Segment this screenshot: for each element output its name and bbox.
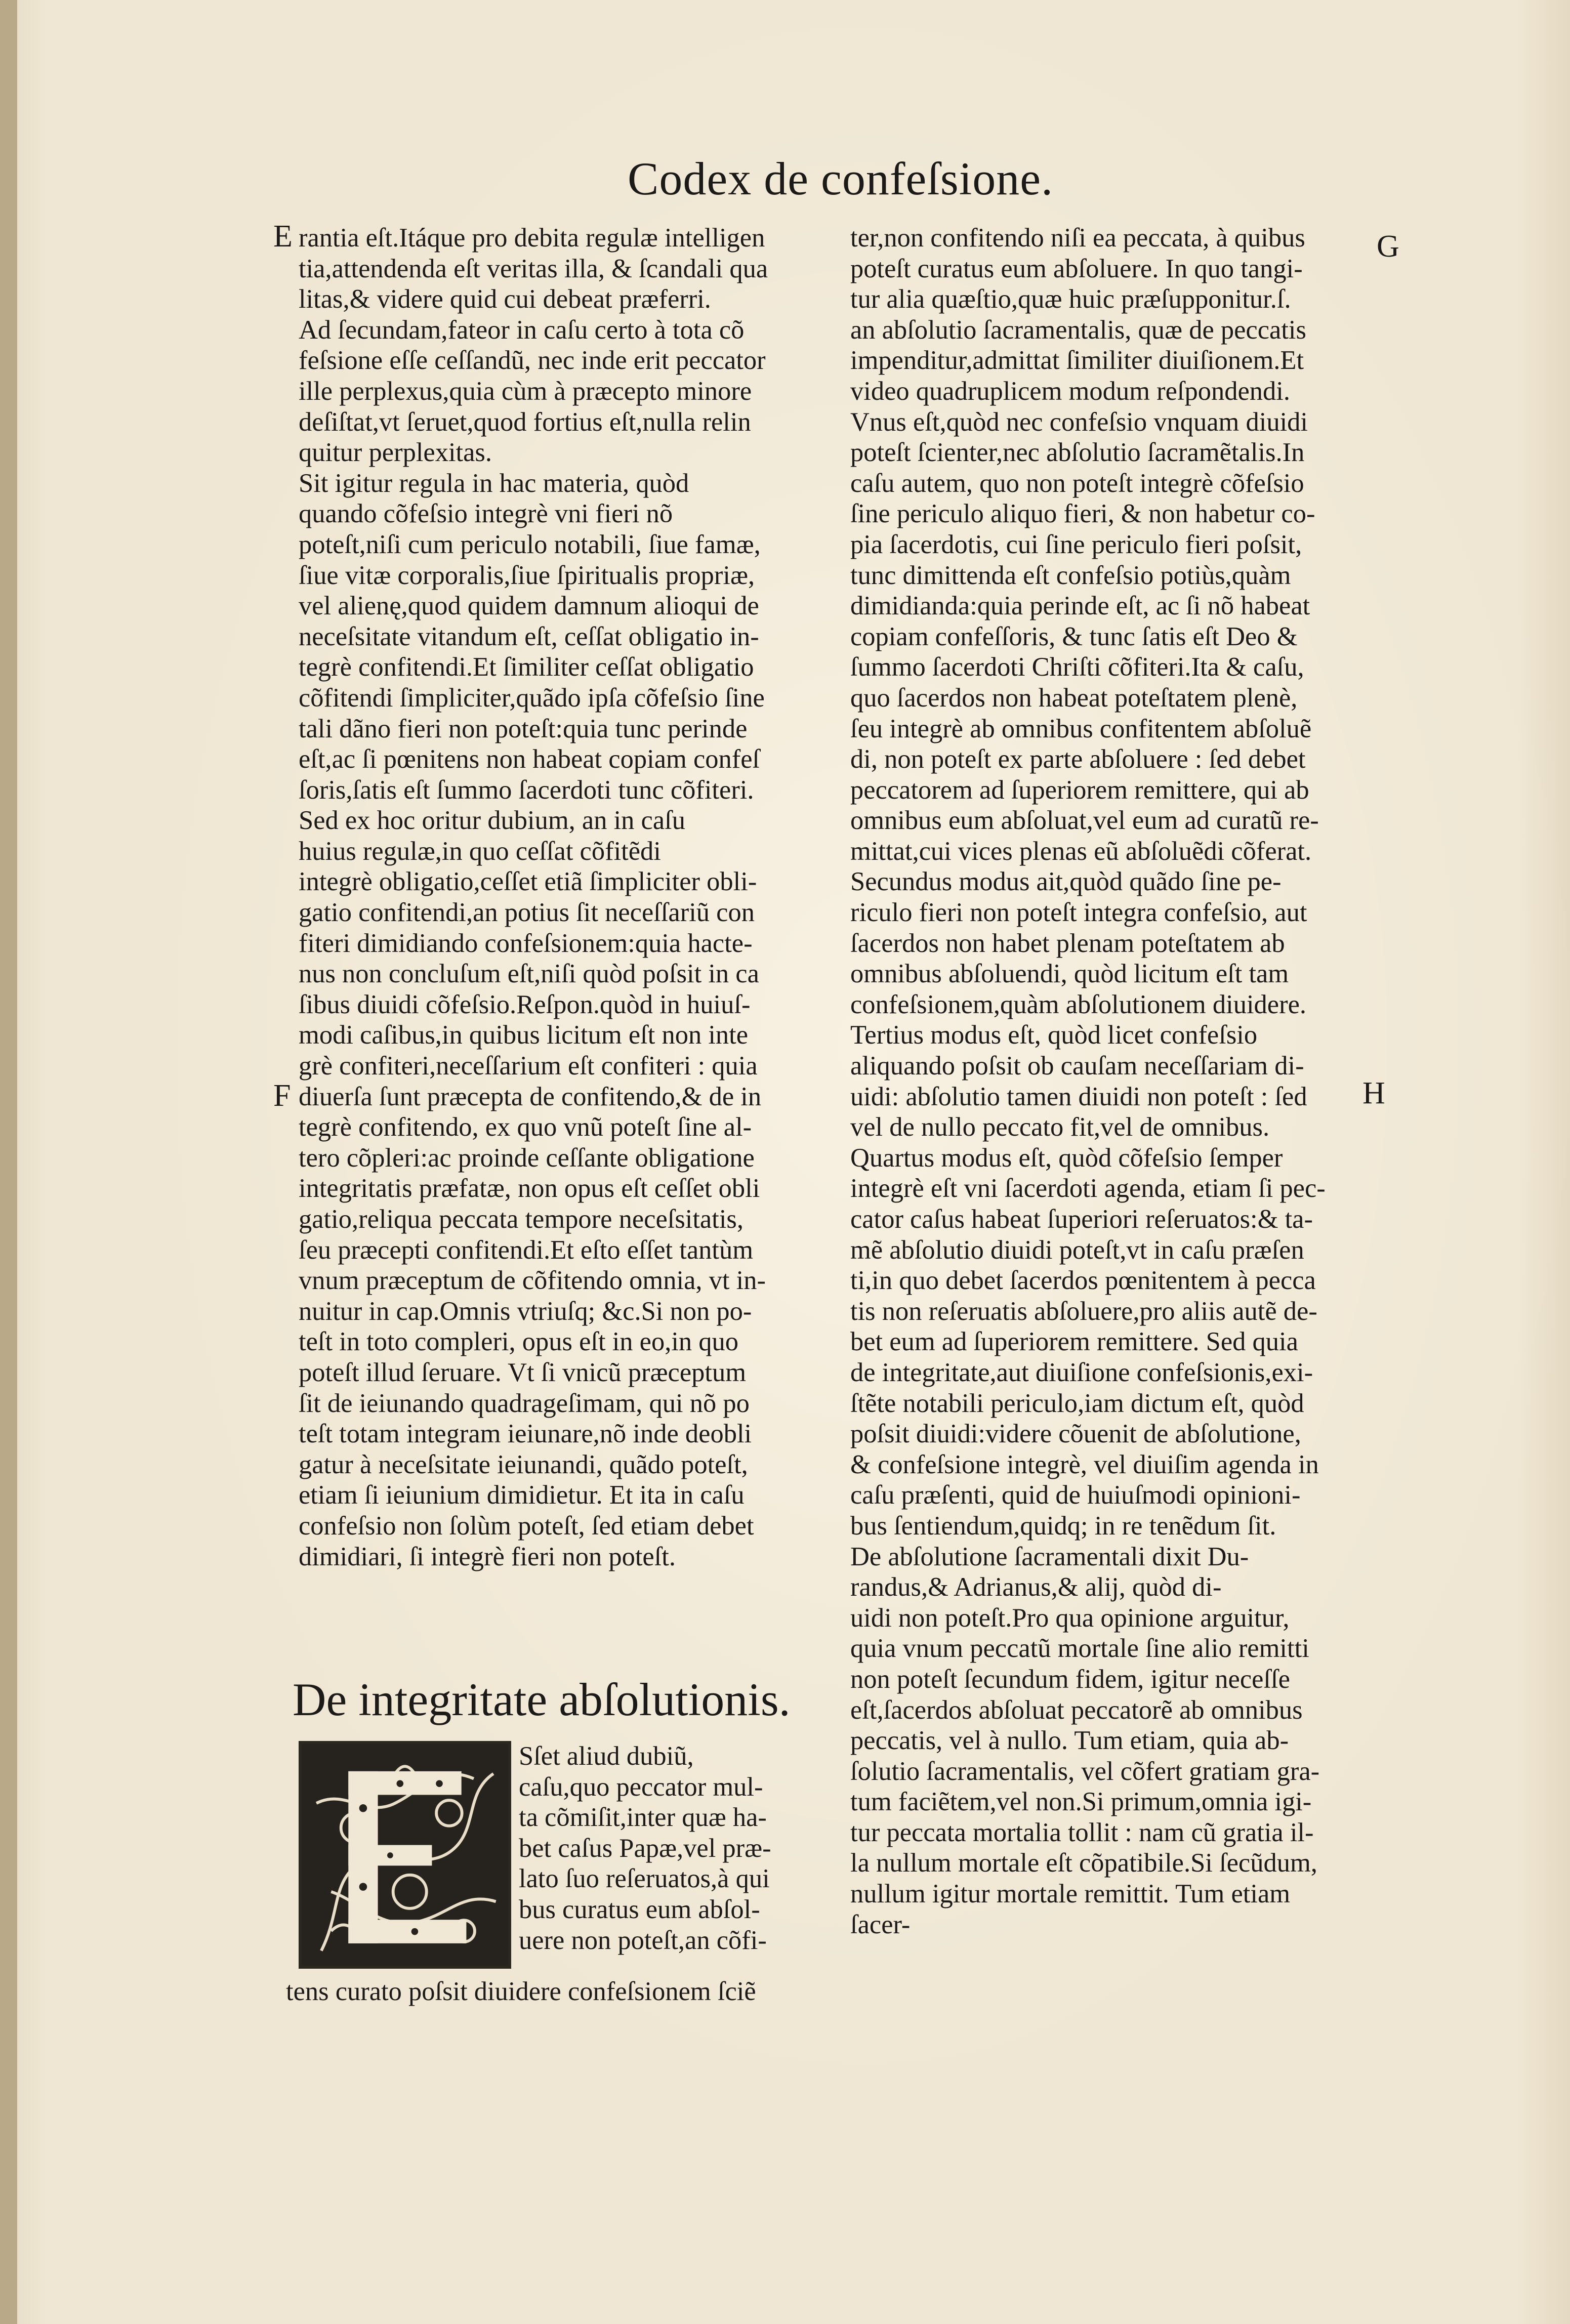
text-line: Sit igitur regula in hac materia, quòd — [299, 468, 689, 498]
text-line: peccatorem ad ſuperiorem remittere, qui ab — [850, 775, 1309, 805]
text-line: ſtẽte notabili periculo,iam dictum eſt, quòd — [850, 1388, 1304, 1418]
text-line: peccatis, vel à nullo. Tum etiam, quia ab- — [850, 1726, 1289, 1756]
text-line: ſit de ieiunando quadrageſimam, qui nõ po — [299, 1388, 750, 1418]
text-line: video quadruplicem modum reſpondendi. — [850, 376, 1290, 406]
text-line: randus,& Adrianus,& alij, quòd di- — [850, 1572, 1222, 1602]
section-heading: De integritate abſolutionis. — [293, 1674, 791, 1725]
text-line: tero cõpleri:ac proinde ceſſante obligatione — [299, 1143, 755, 1173]
text-line: tis non reſeruatis abſoluere,pro aliis autẽ de- — [850, 1296, 1317, 1326]
text-line: integrè eſt vni ſacerdoti agenda, etiam ſi pec- — [850, 1174, 1326, 1204]
text-line: bet eum ad ſuperiorem remittere. Sed quia — [850, 1327, 1298, 1357]
text-line: Ad ſecundam,fateor in caſu certo à tota cõ — [299, 315, 745, 345]
text-line: bus curatus eum abſol- — [519, 1894, 760, 1924]
text-line: omnibus eum abſoluat,vel eum ad curatũ re- — [850, 806, 1319, 836]
text-line: bet caſus Papæ,vel præ- — [519, 1833, 771, 1863]
text-line: nullum igitur mortale remittit. Tum etiam — [850, 1879, 1291, 1909]
text-line: tunc dimittenda eſt confeſsio potiùs,quàm — [850, 560, 1291, 590]
page-gutter — [0, 0, 17, 2324]
text-line: gatio,reliqua peccata tempore neceſsitatis, — [299, 1205, 743, 1234]
margin-letter-g: G — [1377, 229, 1399, 264]
text-line: riculo fieri non poteſt integra confeſsio, aut — [850, 898, 1307, 928]
text-line: rantia eſt.Itáque pro debita regulæ intelligen — [299, 223, 765, 253]
text-line: litas,& videre quid cui debeat præferri. — [299, 284, 711, 314]
text-line: tum faciẽtem,vel non.Si primum,omnia igi- — [850, 1787, 1312, 1817]
text-line: ſiue vitæ corporalis,ſiue ſpiritualis propriæ, — [299, 560, 755, 590]
text-line: ti,in quo debet ſacerdos pœnitentem à pecca — [850, 1266, 1316, 1296]
text-line: quo ſacerdos non habeat poteſtatem plenè, — [850, 683, 1298, 713]
text-line: tia,attendenda eſt veritas illa, & ſcandali qua — [299, 254, 768, 283]
text-line: copiam confeſſoris, & tunc ſatis eſt Deo & — [850, 621, 1298, 651]
text-line: huius regulæ,in quo ceſſat cõfitẽdi — [299, 836, 661, 866]
text-line: quitur perplexitas. — [299, 438, 492, 468]
text-line: dimidiari, ſi integrè fieri non poteſt. — [299, 1542, 676, 1571]
text-line: confeſsionem,quàm abſolutionem diuidere. — [850, 989, 1307, 1019]
text-line: uidi non poteſt.Pro qua opinione arguitur, — [850, 1603, 1290, 1633]
left-column-last-line: tens curato poſsit diuidere confeſsionem ſciẽ — [286, 1977, 756, 2006]
text-line: ſummo ſacerdoti Chriſti cõfiteri.Ita & caſu, — [850, 652, 1304, 682]
margin-letter-f: F — [273, 1078, 291, 1113]
text-line: tur alia quæſtio,quæ huic præſupponitur.ſ. — [850, 284, 1291, 314]
text-line: etiam ſi ieiunium dimidietur. Et ita in caſu — [299, 1480, 745, 1510]
margin-letter-h: H — [1362, 1076, 1385, 1110]
ornamental-initial-image — [302, 1744, 508, 1966]
text-line: ſeu integrè ab omnibus confitentem abſoluẽ — [850, 714, 1312, 743]
text-line: ſacerdos non habet plenam poteſtatem ab — [850, 928, 1285, 958]
text-line: poteſt ſcienter,nec abſolutio ſacramẽtalis.In — [850, 438, 1305, 468]
text-line: caſu,quo peccator mul- — [519, 1772, 763, 1802]
running-head: Codex de confeſsione. — [628, 153, 1054, 204]
text-line: eſt,ſacerdos abſoluat peccatorẽ ab omnibus — [850, 1695, 1303, 1725]
text-line: gatur à neceſsitate ieiunandi, quãdo poteſt, — [299, 1449, 748, 1479]
text-line: an abſolutio ſacramentalis, quæ de peccatis — [850, 315, 1306, 345]
text-line: omnibus abſoluendi, quòd licitum eſt tam — [850, 959, 1289, 989]
text-line: di, non poteſt ex parte abſoluere : ſed debet — [850, 744, 1306, 774]
text-line: ſine periculo aliquo fieri, & non habetur co- — [850, 499, 1315, 529]
text-line: dimidianda:quia perinde eſt, ac ſi nõ habeat — [850, 591, 1310, 621]
text-line: mẽ abſolutio diuidi poteſt,vt in caſu præſen — [850, 1235, 1304, 1265]
text-line: fiteri dimidiando confeſsionem:quia hacte- — [299, 928, 753, 958]
text-line: tur peccata mortalia tollit : nam cũ gratia il- — [850, 1817, 1314, 1847]
text-line: ſolutio ſacramentalis, vel cõfert gratiam gra- — [850, 1756, 1320, 1786]
text-line: caſu autem, quo non poteſt integrè cõfeſsio — [850, 468, 1304, 498]
text-line: vel de nullo peccato fit,vel de omnibus. — [850, 1112, 1270, 1142]
text-line: poſsit diuidi:videre cõuenit de abſolutione, — [850, 1419, 1301, 1449]
text-line: non poteſt ſecundum fidem, igitur neceſſe — [850, 1664, 1290, 1694]
decorated-initial-e — [299, 1741, 511, 1969]
text-line: Secundus modus ait,quòd quãdo ſine pe- — [850, 867, 1282, 897]
text-line: pia ſacerdotis, cui ſine periculo fieri poſsit, — [850, 529, 1302, 559]
text-line: tegrè confitendi.Et ſimiliter ceſſat obligatio — [299, 652, 754, 682]
text-line: Vnus eſt,quòd nec confeſsio vnquam diuidi — [850, 407, 1308, 437]
text-line: ſeu præcepti confitendi.Et eſto eſſet tantùm — [299, 1235, 754, 1265]
right-column — [850, 223, 1356, 1940]
text-line: teſt totam integram ieiunare,nõ inde deobli — [299, 1419, 752, 1449]
text-line: feſsione eſſe ceſſandũ, nec inde erit peccator — [299, 346, 766, 376]
text-line: deſiſtat,vt ſeruet,quod fortius eſt,nulla relin — [299, 407, 751, 437]
text-line: lato ſuo reſeruatos,à qui — [519, 1864, 770, 1894]
text-line: tegrè confitendo, ex quo vnũ poteſt ſine al- — [299, 1112, 752, 1142]
text-line: cator caſus habeat ſuperiori reſeruatos:& ta- — [850, 1205, 1313, 1234]
text-line: nuitur in cap.Omnis vtriuſq; &c.Si non po- — [299, 1296, 752, 1326]
text-line: ta cõmiſit,inter quæ ha- — [519, 1803, 767, 1833]
text-line: poteſt,niſi cum periculo notabili, ſiue famæ, — [299, 529, 761, 559]
margin-letter-e: E — [273, 219, 293, 254]
text-line: integrè obligatio,ceſſet etiã ſimpliciter obli- — [299, 867, 757, 897]
left-column — [299, 223, 807, 1572]
text-line: Sed ex hoc oritur dubium, an in caſu — [299, 806, 685, 836]
text-line: gatio confitendi,an potius ſit neceſſariũ con — [299, 898, 755, 928]
text-line: poteſt curatus eum abſoluere. In quo tangi- — [850, 254, 1303, 283]
text-line: nus non concluſum eſt,niſi quòd poſsit in ca — [299, 959, 759, 989]
text-line: caſu præſenti, quid de huiuſmodi opinioni- — [850, 1480, 1301, 1510]
text-line: grè confiteri,neceſſarium eſt confiteri : quia — [299, 1051, 758, 1081]
text-line: quando cõfeſsio integrè vni fieri nõ — [299, 499, 673, 529]
text-line: ſoris,ſatis eſt ſummo ſacerdoti tunc cõfiteri. — [299, 775, 754, 805]
text-line: ille perplexus,quia cùm à præcepto minore — [299, 376, 752, 406]
text-line: confeſsio non ſolùm poteſt, ſed etiam debet — [299, 1511, 754, 1541]
text-line: poteſt illud ſeruare. Vt ſi vnicũ præceptum — [299, 1357, 747, 1387]
text-line: bus ſentiendum,quidq; in re tenẽdum ſit. — [850, 1511, 1276, 1541]
text-line: la nullum mortale eſt cõpatibile.Si ſecũdum, — [850, 1848, 1317, 1878]
text-line: aliquando poſsit ob cauſam neceſſariam di- — [850, 1051, 1304, 1081]
text-line: quia vnum peccatũ mortale ſine alio remitti — [850, 1634, 1309, 1664]
text-line: Tertius modus eſt, quòd licet confeſsio — [850, 1020, 1258, 1050]
text-line: Sſet aliud dubiũ, — [519, 1741, 694, 1771]
text-line: vel alienę,quod quidem damnum alioqui de — [299, 591, 759, 621]
text-line: ſibus diuidi cõfeſsio.Reſpon.quòd in huiuſ- — [299, 989, 751, 1019]
text-line: diuerſa ſunt præcepta de confitendo,& de in — [299, 1082, 762, 1111]
initial-paragraph-text — [519, 1741, 771, 1956]
text-line: eſt,ac ſi pœnitens non habeat copiam confeſ — [299, 744, 760, 774]
text-line: tali dãno fieri non poteſt:quia tunc perinde — [299, 714, 748, 743]
text-line: cõfitendi ſimpliciter,quãdo ipſa cõfeſsio ſine — [299, 683, 765, 713]
text-line: ter,non confitendo niſi ea peccata, à quibus — [850, 223, 1305, 253]
text-line: De abſolutione ſacramentali dixit Du- — [850, 1542, 1249, 1571]
text-line: uere non poteſt,an cõfi- — [519, 1925, 767, 1955]
text-line: de integritate,aut diuiſione confeſsionis,exi- — [850, 1357, 1313, 1387]
text-line: & confeſsione integrè, vel diuiſim agenda in — [850, 1449, 1319, 1479]
text-line: Quartus modus eſt, quòd cõfeſsio ſemper — [850, 1143, 1283, 1173]
text-line: modi caſibus,in quibus licitum eſt non inte — [299, 1020, 749, 1050]
text-line: mittat,cui vices plenas eũ abſoluẽdi cõferat. — [850, 836, 1312, 866]
text-line: ſacer- — [850, 1910, 911, 1939]
text-line: teſt in toto compleri, opus eſt in eo,in quo — [299, 1327, 739, 1357]
text-line: integritatis præfatæ, non opus eſt ceſſet obli — [299, 1174, 760, 1204]
text-line: vnum præceptum de cõfitendo omnia, vt in- — [299, 1266, 766, 1296]
text-line: neceſsitate vitandum eſt, ceſſat obligatio in- — [299, 621, 759, 651]
text-line: uidi: abſolutio tamen diuidi non poteſt : ſed — [850, 1082, 1307, 1111]
text-line: impenditur,admittat ſimiliter diuiſionem.Et — [850, 346, 1304, 376]
